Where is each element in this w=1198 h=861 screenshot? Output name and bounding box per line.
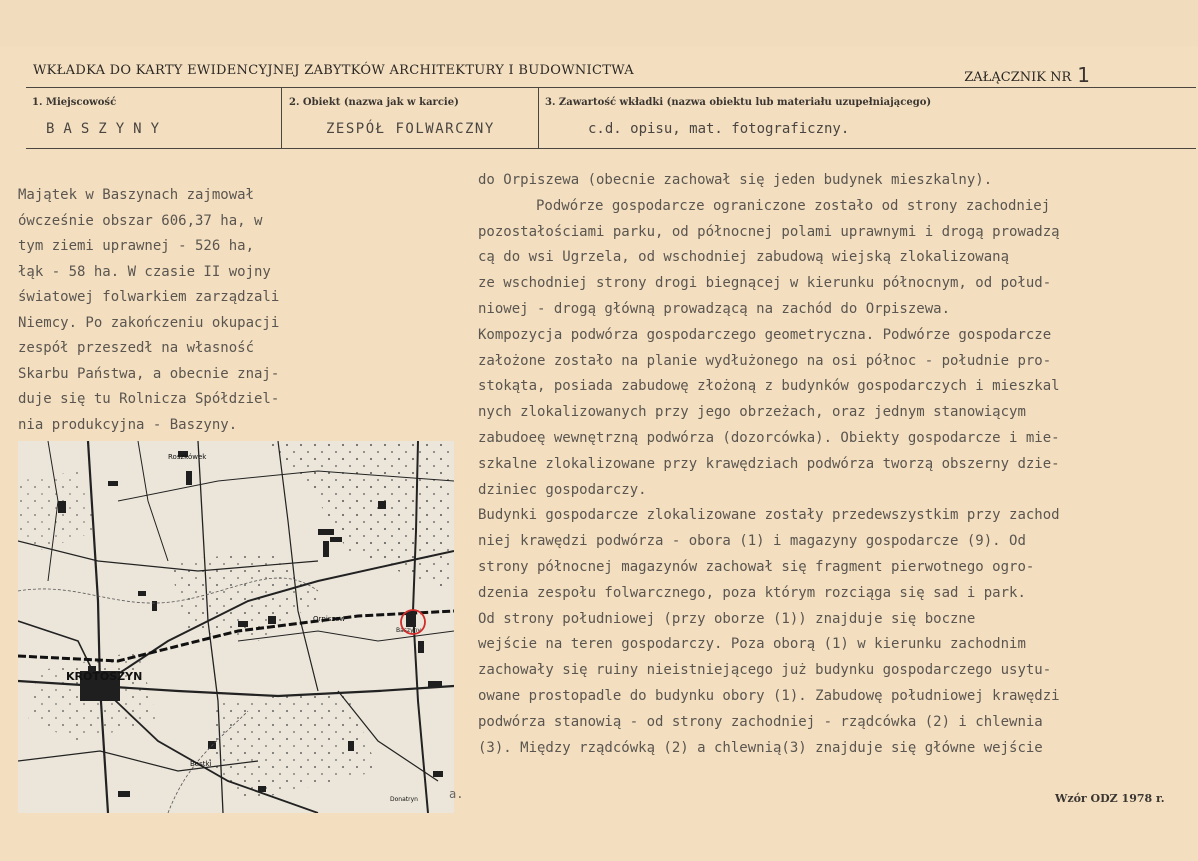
text-line: (3). Między rządcówką (2) a chlewnią(3) znajduje się główne wejście [478,739,1043,756]
map-label: KROTOSZYN [66,670,143,683]
text-line: światowej folwarkiem zarządzali [18,289,280,305]
text-line: Kompozycja podwórza gospodarczego geometryczna. Podwórze gospodarcze [478,326,1052,343]
text-line: wejście na teren gospodarczy. Poza oborą (1) w kierunku zachodnim [478,636,1026,653]
text-line: zachowały się ruiny nieistniejącego już budynku gospodarczego usytu- [478,662,1052,679]
text-line: Podwórze gospodarcze ograniczone zostało od strony zachodniej [536,197,1051,214]
text-line: dzenia zespołu folwarcznego, poza którym rozciąga się sad i park. [478,584,1026,601]
description-text [478,168,1162,761]
map-drawing [18,441,454,813]
map-label: Baszyny [396,627,421,634]
text-line: szkalne zlokalizowane przy krawędziach podwórza tworzą obszerny dzie- [478,455,1060,472]
text-line: dziniec gospodarczy. [478,481,647,498]
text-line: pozostałościami parku, od północnej polami uprawnymi i drogą prowadzą [478,223,1060,240]
text-line: ówcześnie obszar 606,37 ha, w [18,212,263,229]
map-label: Roszkówek [168,453,207,461]
text-line: Od strony południowej (przy oborze (1)) znajduje się boczne [478,610,976,627]
text-line: owane prostopadle do budynku obory (1). Zabudowę południowej krawędzi [478,687,1060,704]
field-divider-1 [281,88,282,148]
text-line: tym ziemi uprawnej - 526 ha, [18,238,255,254]
locality-value: BASZYNY [46,121,169,137]
text-line: nych zlokalizowanych przy jego obrzeżach, oraz jednym stanowiącym [478,404,1026,421]
header-rule [26,87,1196,88]
text-line: niowej - drogą główną prowadzącą na zachód do Orpiszewa. [478,300,951,317]
text-line: podwórza stanowią - od strony zachodniej - rządcówka (2) i chlewnia [478,713,1043,730]
text-line: cą do wsi Ugrzela, od wschodniej zabudową wiejską zlokalizowaną [478,249,1010,266]
annex-number: 1 [1077,63,1090,87]
field-divider-2 [538,88,539,148]
text-line: do Orpiszewa (obecnie zachował się jeden budynek mieszkalny). [478,172,993,188]
text-line: zespół przeszedł na własność [18,340,255,356]
annex-label: ZAŁĄCZNIK NR [964,70,1072,85]
text-line: nia produkcyjna - Baszyny. [18,416,238,433]
contents-value: c.d. opisu, mat. fotograficzny. [588,121,850,137]
text-line: stokąta, posiada zabudowę złożoną z budynków gospodarczych i mieszkal [478,378,1060,395]
fields-rule [26,148,1196,149]
text-line: Majątek w Baszynach zajmował [18,187,255,203]
map-caption-fragment: a. [449,787,464,801]
object-label: 2. Obiekt (nazwa jak w karcie) [289,97,459,108]
map-label: Bestki [190,760,212,768]
text-line: niej krawędzi podwórza - obora (1) i magazyny gospodarcze (9). Od [478,533,1026,550]
history-paragraph [18,183,348,438]
text-line: ze wschodniej strony drogi biegnącej w kierunku północnym, od połud- [478,275,1052,292]
annex-header [964,62,1090,86]
text-line: Budynki gospodarcze zlokalizowane zostały przedewszystkim przy zachod [478,507,1060,524]
text-line: strony północnej magazynów zachował się fragment pierwotnego ogro- [478,558,1035,575]
text-line: łąk - 58 ha. W czasie II wojny [18,263,271,280]
location-map [18,441,454,813]
map-label: Donatryn [390,796,418,803]
object-value: ZESPÓŁ FOLWARCZNY [326,121,495,137]
text-line: Niemcy. Po zakończeniu okupacji [18,314,280,331]
card-top-margin [0,0,1198,46]
card-title: WKŁADKA DO KARTY EWIDENCYJNEJ ZABYTKÓW ARCHITEKTURY I BUDOWNICTWA [33,63,634,78]
text-line: duje się tu Rolnicza Spółdziel- [18,391,280,407]
text-line: Skarbu Państwa, a obecnie znaj- [18,365,280,382]
map-label: Orpiszew [313,615,346,623]
text-line: założone zostało na planie wydłużonego na osi północ - południe pro- [478,352,1052,369]
contents-label: 3. Zawartość wkładki (nazwa obiektu lub materiału uzupełniającego) [545,97,932,108]
locality-label: 1. Miejscowość [32,97,117,108]
form-template-note: Wzór ODZ 1978 r. [1055,792,1165,805]
text-line: zabudoeę wewnętrzną podwórza (dozorcówka). Obiekty gospodarcze i mie- [478,429,1060,446]
